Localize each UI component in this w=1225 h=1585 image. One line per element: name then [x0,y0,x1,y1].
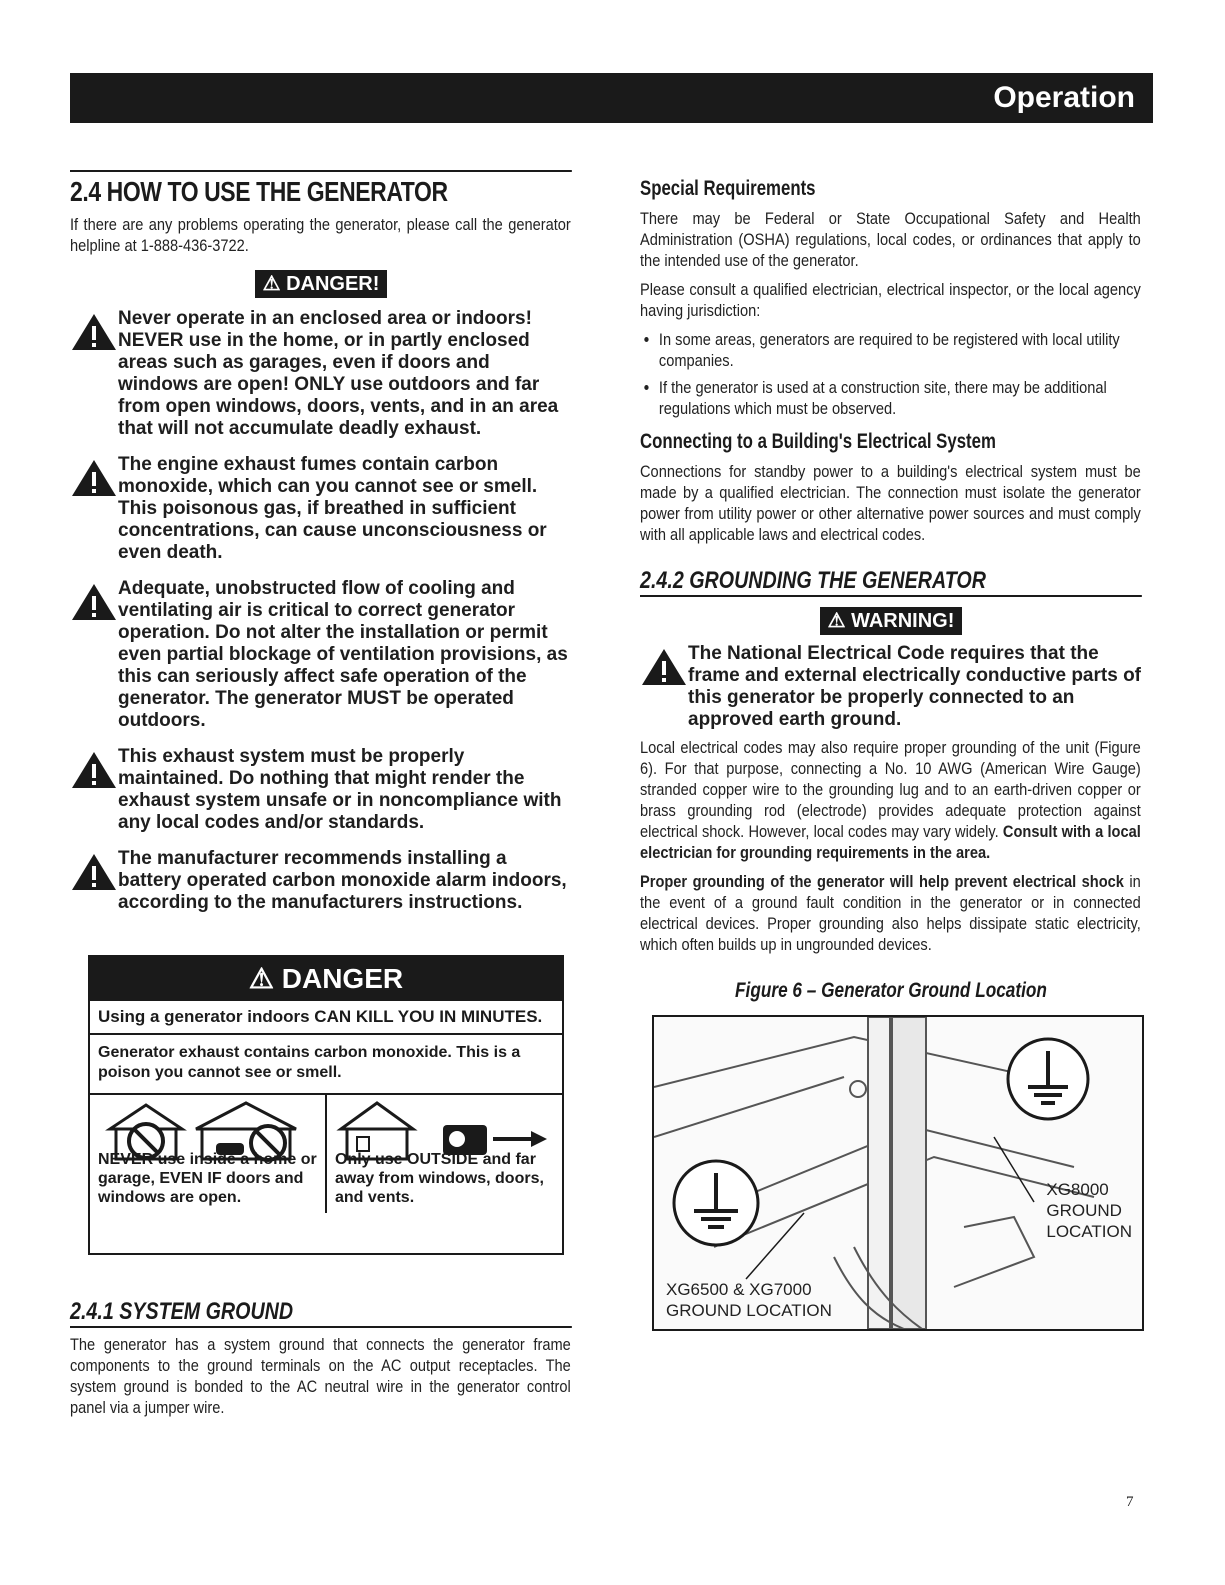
warning-triangle-icon [640,647,688,687]
danger-badge: ⚠ DANGER! [255,270,388,298]
left-column [70,170,572,1417]
xg8000-label-line: XG8000 [1046,1180,1109,1199]
xg6500-label [666,1279,832,1321]
warning-badge: ⚠ WARNING! [820,607,963,635]
xg8000-label-line: LOCATION [1046,1222,1132,1241]
warning-triangle-icon [70,750,118,790]
grounding-text-2-body: in the event of a ground fault condition in the generator or in connected electrical devices. Proper grounding also helps dissipate static electricity, which often builds up in ungrounded devices. [640,872,1141,954]
warning-item [70,454,572,564]
danger-cell-outdoors [325,1095,562,1213]
grounding-text-1-body: Local electrical codes may also require proper grounding of the unit (Figure 6). For that purpose, connecting a No. 10 AWG (American Wire Gauge) stranded copper wire to the grounding lug and to an earth-driven copper or brass grounding rod (electrode) provides adequate protection against electrical shock. However, local codes may vary widely. [640,738,1141,841]
xg8000-label [1046,1179,1132,1242]
warning-text: The National Electrical Code requires that the frame and external electrically conductive parts of this generator be properly connected to an approved earth ground. [688,643,1142,730]
connecting-title: Connecting to a Building's Electrical System [640,430,996,453]
warning-text: The engine exhaust fumes contain carbon monoxide, which can you cannot see or smell. This poisonous gas, if breathed in sufficient concentrations, can cause unconsciousness or even death. [118,454,547,563]
danger-box-line1: Using a generator indoors CAN KILL YOU IN MINUTES. [90,1001,562,1035]
xg8000-label-line: GROUND [1046,1201,1122,1220]
system-ground-section [70,1298,572,1426]
danger-cell-indoors [90,1095,325,1213]
warning-text: This exhaust system must be properly maintained. Do nothing that might render the exhaust system unsafe or in noncompliance with any local codes and/or standards. [118,746,562,833]
header-title: Operation [985,80,1143,116]
grounding-bold-1: Consult with a local electrician for grounding requirements in the area. [640,822,1141,862]
connecting-text: Connections for standby power to a building's electrical system must be made by a qualified electrician. The connection must isolate the generator power from utility power or other alternative power sources and must comply with all applicable laws and electrical codes. [640,462,1141,544]
grounding-title: 2.4.2 GROUNDING THE GENERATOR [640,567,1142,597]
grounding-text-2 [640,871,1141,955]
header-bar [70,73,1153,123]
warning-triangle-icon [70,458,118,498]
bullet-item: • If the generator is used at a construction site, there may be additional regulations which must be observed. [659,377,1160,419]
right-column [640,170,1142,1331]
danger-cell-outdoors-text: Only use OUTSIDE and far away from windows, doors, and vents. [335,1151,544,1206]
warning-item [70,848,572,914]
danger-box-grid [90,1095,562,1213]
special-text-1: There may be Federal or State Occupational Safety and Health Administration (OSHA) regulations, local codes, or ordinances that apply to the intended use of the generator. [640,209,1141,270]
bullet-item: • In some areas, generators are required to be registered with local utility companies. [659,329,1160,371]
special-bullets [640,329,1160,419]
warning-item [640,643,1142,731]
warning-item [70,308,572,440]
section-title: 2.4 HOW TO USE THE GENERATOR [70,170,572,208]
special-text-2: Please consult a qualified electrician, electrical inspector, or the local agency having jurisdiction: [640,280,1141,320]
danger-box [88,955,564,1255]
warning-badge-wrap [640,607,1142,635]
danger-box-line2: Generator exhaust contains carbon monoxide. This is a poison you cannot see or smell. [90,1035,562,1095]
warning-text: Never operate in an enclosed area or indoors! NEVER use in the home, or in partly enclosed areas such as garages, even if doors and windows are open! ONLY use outdoors and far from open windows, doors, vents, and in an area that will not accumulate deadly exhaust. [118,308,559,439]
special-requirements-title: Special Requirements [640,177,816,200]
danger-badge-wrap [70,270,572,298]
intro-text: If there are any problems operating the generator, please call the generator helpline at 1-888-436-3722. [70,215,571,255]
warning-item [70,746,572,834]
system-ground-title: 2.4.1 SYSTEM GROUND [70,1298,572,1328]
warning-triangle-icon [70,852,118,892]
grounding-text-1 [640,737,1141,863]
danger-box-heading: ⚠ DANGER [90,957,562,1001]
warning-triangle-icon [70,312,118,352]
warning-text: Adequate, unobstructed flow of cooling and ventilating air is critical to correct generator operation. Do not alter the installation or permit even partial blockage of ventilation provisions, as this can seriously affect safe operation of the generator. The generator MUST be operated outdoors. [118,578,568,731]
figure-caption: Figure 6 – Generator Ground Location [735,979,1047,1002]
system-ground-text: The generator has a system ground that connects the generator frame components to the ground terminals on the AC output receptacles. The system ground is bonded to the AC neutral wire in the generator control panel via a jumper wire. [70,1335,571,1417]
danger-cell-indoors-text: NEVER use inside a home or garage, EVEN IF doors and windows are open. [98,1151,317,1206]
warning-item [70,578,572,732]
warning-triangle-icon [70,582,118,622]
page-number: 7 [1126,1494,1134,1510]
xg6500-label-line: GROUND LOCATION [666,1301,832,1320]
xg6500-label-line: XG6500 & XG7000 [666,1280,812,1299]
warning-text: The manufacturer recommends installing a battery operated carbon monoxide alarm indoors, according to the manufacturers instructions. [118,848,567,913]
grounding-bold-2: Proper grounding of the generator will help prevent electrical shock [640,872,1124,891]
figure-ground-location [652,1015,1144,1331]
